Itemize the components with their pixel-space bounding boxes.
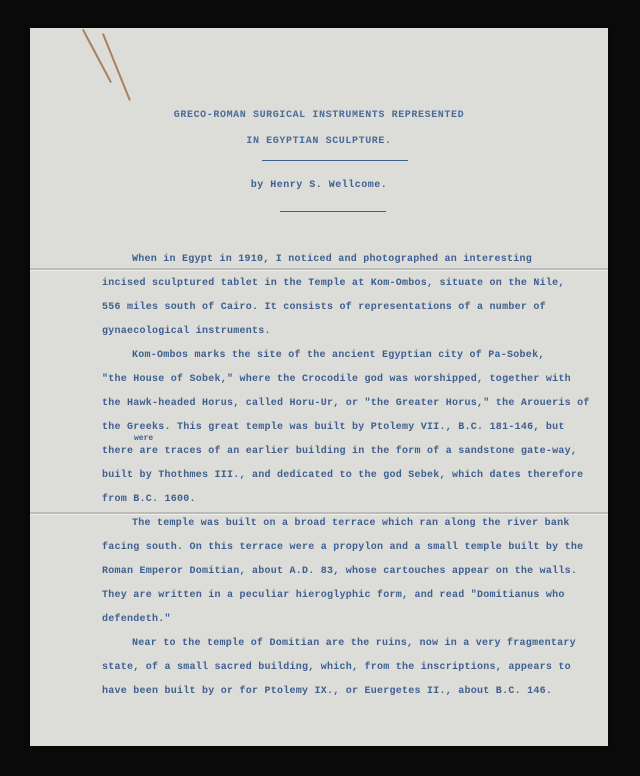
- body-line: 556 miles south of Cairo. It consists of representations of a number of: [102, 302, 546, 313]
- body-line: Roman Emperor Domitian, about A.D. 83, whose cartouches appear on the walls.: [102, 566, 578, 577]
- fold-crease: [30, 512, 608, 514]
- stain-mark: [82, 29, 112, 83]
- body-line: from B.C. 1600.: [102, 494, 196, 505]
- body-line: Kom-Ombos marks the site of the ancient Egyptian city of Pa-Sobek,: [132, 350, 545, 361]
- body-line: They are written in a peculiar hieroglyphic form, and read "Domitianus who: [102, 590, 565, 601]
- body-line: built by Thothmes III., and dedicated to the god Sebek, which dates therefore: [102, 470, 584, 481]
- body-line: the Hawk-headed Horus, called Horu-Ur, or "the Greater Horus," the Aroueris of: [102, 398, 590, 409]
- body-line: "the House of Sobek," where the Crocodile god was worshipped, together with: [102, 374, 571, 385]
- body-line: facing south. On this terrace were a propylon and a small temple built by the: [102, 542, 584, 553]
- stain-mark: [102, 33, 131, 101]
- body-line: Near to the temple of Domitian are the ruins, now in a very fragmentary: [132, 638, 576, 649]
- title-underline: [262, 160, 408, 161]
- paper-sheet: [30, 28, 608, 746]
- title-line-1: GRECO-ROMAN SURGICAL INSTRUMENTS REPRESENTED: [173, 110, 465, 121]
- body-line: defendeth.": [102, 614, 171, 625]
- body-line: incised sculptured tablet in the Temple at Kom-Ombos, situate on the Nile,: [102, 278, 565, 289]
- body-line: gynaecological instruments.: [102, 326, 271, 337]
- title-line-2: IN EGYPTIAN SCULPTURE.: [246, 136, 392, 147]
- interlinear-insert: were: [134, 434, 154, 443]
- body-line: there are traces of an earlier building in the form of a sandstone gate-way,: [102, 446, 578, 457]
- body-line: the Greeks. This great temple was built by Ptolemy VII., B.C. 181-146, but: [102, 422, 565, 433]
- body-line: The temple was built on a broad terrace which ran along the river bank: [132, 518, 570, 529]
- byline: by Henry S. Wellcome.: [250, 180, 388, 191]
- body-line: When in Egypt in 1910, I noticed and photographed an interesting: [132, 254, 533, 265]
- body-line: state, of a small sacred building, which, from the inscriptions, appears to: [102, 662, 571, 673]
- byline-underline: [280, 211, 386, 212]
- fold-crease: [30, 268, 608, 270]
- body-line: have been built by or for Ptolemy IX., or Euergetes II., about B.C. 146.: [102, 686, 553, 697]
